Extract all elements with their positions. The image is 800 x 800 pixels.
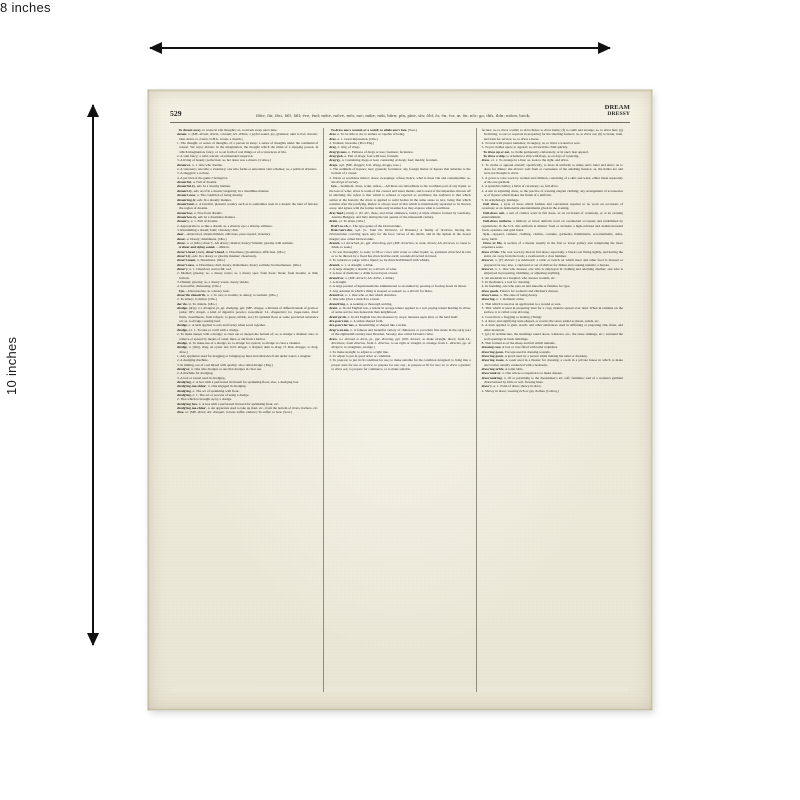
width-dimension-label: 8 inches [0,0,51,15]
column-2 [323,128,475,692]
height-dimension-arrow [88,105,98,645]
header-rule [170,122,630,123]
guide-word-bottom: DRESSY [607,111,630,118]
column-1-text: To dream away, to waste in idle thoughts; as, to dream away one's time. dream, n. [ME. dream, dreem, a dream; AS. drēam, a joyful sound, joy, gladness; akin to Icel. draumr, Dan. drøm, G. traum, O.H.G. troum, a dream.] 1. The thought, or series of thoughts, of a person in sleep; a series of thoughts under the command of reason. We enjoy dreams in the imagination, the thought which the mind of a sleeping person, in which imagination, fancy, or to set forth of real things or of occurrences of life. 2. A vain fancy; a wild conceit; an unfounded suspicion. 3. A living of beauty; perfection; as, her dress was a dream. [Colloq.] dream'er, n. 1. One who dreams. 2. A visionary; one idle; a visionary; one who forms or entertains vain schemes; as, a political dreamer. 3. A sluggard; a recluse. 4. A pet bird of the game Cheilegirra. dream'ful, a. Full of dreams. dream'ful-ly, adv. In a dreamy manner. dream'i-ly, adv. As if in a dream; languidly; in a dreamlike manner. dream'i-ness, n. The condition of being dreamy. dream'ing-ly, adv. In a dreamy manner. dream'land, n. A fanciful, pleasant country such as is sometimes seen in a dream; the land of fancies; the region of dreams. dream'less, a. Free from dreams. dream'less-ly, adv. In a dreamless manner. dream'y, a. 1. Full of dreams. 2. Appropriate to or like a dream; as, a dreamy eye; a dreamy stillness. 3. Resembling a dream; faint; visionary; dim. dear—Abstracted, absent-minded, oblivious, preoccupied, visionary. drear, a. Dreary; dismalness. [Obs.] drear, n. or [Obs.] drear'y. Aft dreary; dismal; dreary? Dismal; gloomy with solitude. A drear and dying sound. —Milton. drear'i-head (-hed), drear'i-hood, n. Dreariness; gloominess; affliction. [Obs.] drear'i-ly, adv. In a dreary or gloomy manner; cheerlessly. drear'i-ment, n. Dreariness. [Obs.] drear'i-ness, n. Dreariness; dull, dreary, dismalness; dreary solitude; horrisomeness. [Obs.] drear'y, a. 1. Cheerless; sorrowful; sad. 2. Dismal; gloomy; as, a dreary waste; as, a dreary spot; from drear; bleak; from dreams; or thin; forlorn. 3. Dismal; gloomy; as, a dreary waste; dreary shades. 4. Sorrowful; distressing. [Obs.] Syn.—Disconsolate; to a dreary look. drear'ihs chnodr'ih, n. 1. To vex; to trouble; to annoy; to torment. [Obs.] 2. To annoy; to defeat. [Obs.] dec'cle, vi. To drizzle. [Obs.] dredge, (drej), n.t. dredged, pt. pp. dredging, ppr. [ME. dregge, a mixture of different kinds of grain or pulse; OFr. dragie, a kind of digestive powder, sweetmeat; LL. dragaetum; Gr. traga-mata, dried fruits, sweetmeats, from trōgein, to gnaw, nibble, eat.] To sprinkle flour or some powdered substance on; as, to dredge roasting beef. dredge, n. A term applied to oats and barley when sown together. dredge, n.t. 1. To take or catch with a dredge. 2. To make deeper with a dredge; to clear out or deepen the bottom of; as, to dredge a channel; also, to remove or spread by means of canal, mud, or silt from a harbor. dredge, vi. To make use of a dredge; as, to dredge for oysters; to dredge to clear a channel. dredge, n. [Orig. dreg, an oyster net; O.D. dregge, a dragnet; akin to drag; cf. Dan. drægge, to drag, draw.] 1. Any appliance used for dragging or bringing up mud and substance from under water; a dragnet. 2. A dredging machine. 3. In mining, ore of coal mixed with quality; also called dredge. [Eng.] dredg'er, n. One who dredges or one that dredges in clear out. 2. A machine for dredging. 3. A box or vessel used in dredging. dredg'ing, n. A box with a perforated lid mouth for sprinkling flour; also, a dredging box. dredg'ing-ma-chine', n. One engaged in dredging. dredg'ing, n. The act of sprinkling with flour. dredg'ing, n. 1. The act or process of using a dredge. 2. That which is brought up by a dredge. dredg'ing box, n. A box with a perforated lid used for sprinkling flour, etc. dredg'ing ma-chine', n. An apparatus used to take up mud, etc., from the bottom of rivers, harbors, etc. dree, v.t. [ME. dreen; AS. dreogan, to bear, suffer, endure.] To suffer; to bear. [Scot.] [177,128,319,415]
guide-word-top: DREAM [604,104,630,112]
column-3-text: facture; as, to dress a lamb; to dress hides; to dress hemp; (f) to comb and arrange; as, to dress hair; (g) In mining, to sort or separate in preparing for the smelting furnace; as, to dress ore; (h) to break, train, and train for service; as, to dress a horse. 4. To treat with proper remedies; in surgery, as, to dress a wound or sore. 5. To put clothes upon; to apparel; as, dressed the child quickly. To dress up or out, to clothe pompously, elaborately, or in one's best apparel. To dress a ship, to ornament a ship with flags, as on days of rejoicing. dress, v.i. 1. To arrange in a line; as, look to the right, and dress. 2. To clothe or apparel oneself; specifically, to dress in uniform; to make one's toilet and attire; an to dress for dinner; she dresses well from or coarseness of the smelting furnace; as, the habits are and were not thought to dress. 3. A gown or robe worn by women and children, consisting of a skirt and waist, either made separately or the one garment. 4. A splendid clothes; a habit of ceremony; as, full dress. 4. A suit in adjusting dress, or the practice of wearing elegant clothing; any arrangement of accessories or of figures which makes the finish of a uniform. 5. In orniphology, plumage. Full dress, a style of dress which fashion and convention requires to be worn on occasions of ceremony or an fashionable entertainments given in the evening. Full-dress suit, a suit of clothes worn in full dress, as on occasions of ceremony, or at an evening entertainment. Full-dress uniform, a military or naval uniform worn on ceremonial occasions and established by regulations; in the U.S. this uniform is distinct from or includes a high-collared and double-breasted frock, epaulets, and gold braid. Syn.—Apparel, raiment, clothing, clothes, costume, garments, habiliments, accouterments, attire, array, habit. Dress of fife, A section of a theater usually in the first or lower gallery and comprising the more expensive seats. dress ci'rcle. The coat worn by men in full dress; especially, a black coat fitting tightly, and having the skirts cut away from the back; a swallowtail; a claw hammer. dress'er, n. (F) dresser.] A sideboard; a table or bench on which meat and other food is dressed or prepared for use; also, a cupboard or set of shelves for dishes and cooking utensils; a bureau. dress'er, n. 1. One who dresses; one who is employed in clothing and adorning another; one who is employed in preparing, trimming, or adjusting anything. 2. An attendant in a hospital, who dresses wounds, etc. 3. In mechanics, a tool for dressing. 4. In founding, one who puts on and smooths or finishes for type. dress goods, Fabrics for women's and children's dresses. dress'i-ness, n. The state of being dressy. dress'ing, n. 1. Raiment; attire. 2. That which is used as an application to a wound or sore. 3. That which is used in preparing land for a crop; manure spread over land. When in remains on the surface, it is called a top dressing. 4. Correction; a flogging or beating. [Slang] 5. A dress; and signifying stale-shaped, or recent; the sauce added to meats, salads, etc. 6. A term applied to gum, starch, and other substances used in stiffening or preparing silk, linen, and other materials. 7. [pl.] In architecture, the moldings round doors, windows, etc., the stone sinkings, etc.; surround the wall openings in brick buildings. 8. That formed as of the sheep and felt which remains. dressing case, A box or case fitted with toilet requisites. dress'ing gown, Forceps used in dressing wounds. dress'ing gown, A gown used by a person while making his toilet or dressing. dress'ing room, A room used in a theater for dressing; a room in a private house in which to make one's toilet, usually connected with a bedroom. dress'ing ta'ble, A toilet table. dress'mak'er, n. One whose occupation is to make dresses. dress'mak'ing, n. Of or pertaining to the dressmaker's art; soft; feminine; said of a woman's garment characterized by frills or soft, flowing lines. dress'y, a. 1. Fond of dress; showy in dress. 2. Showy in dress; wearing rich or gay clothes. [Colloq.] [481,128,623,393]
page-folio-number: 529 [170,109,182,118]
column-1 [172,128,323,692]
height-dimension-label: 10 inches [4,336,19,395]
width-dimension-arrow [150,43,610,53]
guide-words [605,105,630,118]
dictionary-page [148,90,652,710]
text-columns [172,128,628,692]
page-header [170,104,630,118]
column-3 [476,128,628,692]
pronunciation-key: ffāte, fār, fāst, făll, făll; éve, ĕnd; mōte, mōve, mōr, not; mūte, mūt, būrn; pīn, pīne, sīn; ōld, ōr, ōn, for, œ, ōn, nōr; go, thīs, thīn; mōon, book; [255,113,531,118]
column-2-text: To dress one's wound, or a weird; to abide one's fate. [Scot.] dree, a. To be able to do; to endure or capable of being. dree, a. 1. Great impression. [Obs.] 2. Tedious; tiresome. [Prov.Eng.] dreg, n. sing. of dregs. dreg'gi-ness, n. Fullness of dregs or lees; foulness; feculence. dreg'gish, a. Full of dregs; foul with lees; feculent. dreg'gy, a. Containing dregs or lees; consisting of dregs; foul; muddy; feculent. dregs, n.pl. [ME. dregges; Icel. dregg, dreggs, lees.] 1. The sediment of liquors; lees; grounds; feculence; any foreign matter of liquors that subsides to the bottom of a vessel. 2. Waste or worthless matter; dross; sweepings; refuse; hence, what is most vile and contemptible; as, the dregs of society. Syn.—Sediment, dross, scum, refuse.—All these are subordinate to the worthless part of any liquid, as the lees of wine; dross is scum of the coarser and baser metals, and is used of the impurities thrown off in smelting; the refuse is that which is refused or rejected as worthless; the sediment is that which settles at the bottom; the dross is applied to solid bodies in the same sense as lees, being that which remains after the purifying. Refuse is always used of that which is intentionally separated to be thrown away, and agrees with the former terms only inasmuch as they express what is worthless. drey'land (-land), n. [D. dre, three, and hond, eminence, bond.] A triple alliance formed by Germany, Austria-Hungary, and Italy during the last quarter of the nineteenth century. drein, v.i. To drain. [Obs.] Drel'i-to-ch, n. The type genus of the Dreissenidae. Dreis'sen'i-dm, n.pl. [L. from Dr. Dreissen, of Brabant.] A family of bivalves, having the Dreissenidae covering open only for the foot; valves of the shells, and in the siphon in the dorsal margin; also called Dreissenidae. drench, n.t. drenched, pt., ppr. drenching, ppr. [ME. drenchen, to soak, drown; AS. drencan, to cause to drink, to soak.] 1. To wet thoroughly; to soak; to fill or cover with water or other liquid; as, garments drenched in rain or to be thrown by a flood has drenched the earth; wounds drenched in blood. 2. To saturate or purge with a liquid; as, he drenched himself with whisky. drench, n. 1. A draught; a drink. 2. A large draught; a drench; as, a drench of wine. 3. A dose of medicine; a drink forced upon a beast. drench'er, n. [ME. drench; AS. drēnc, a drink.] 1. A draught. 2. A large portion of liquid medicine administered to an animal by pouring or forcing down its throat. 3. Any solution in which a thing is steeped or soaked; as, a drench for hides. drench'er, n. 1. One who or that which drenches. 2. One who gives a drench to a beast. drench'ing, n. A soaking or thorough wetting. drent, a. In old English law, a tenant in socage tenure applied to a sort-paying tenant holding in virtue of some service less honorable than knighthood. drent'ga'zh, n. In old English law, the measure by crops; measure upon land, or the land itself. dre-pan'i-um, n. A sickle-shaped form. dre-pan'i-fer'ous, a. Resembling or shaped like a sickle. drep'a-ni-um, n. A famous and beautiful variety of chinaware or porcelain first made in the early part of the eighteenth century near Dresden, Saxony; also called Dresden china. dress, n.t. dressed or drest, pt., ppr. dressing, ppr. [OFr. dresser, to make straight, direct; from LL. directiare, from directus, from L. directus, to set right or straight, to arrange, from L. directus, pp. of dirigere, to straighten, arrange.] 1. To make straight; to adjust to a right line. 2. To adjust to put in good order or condition. 3. To prepare; to put in fit condition for use; to make suitable for the condition designed; to bring into a proper state for use or service; to prepare for use; esp., to prepare or fit for use; as, to dress a garden; to dress ore; to prepare for commerce, or to make suitable. [329,128,471,371]
